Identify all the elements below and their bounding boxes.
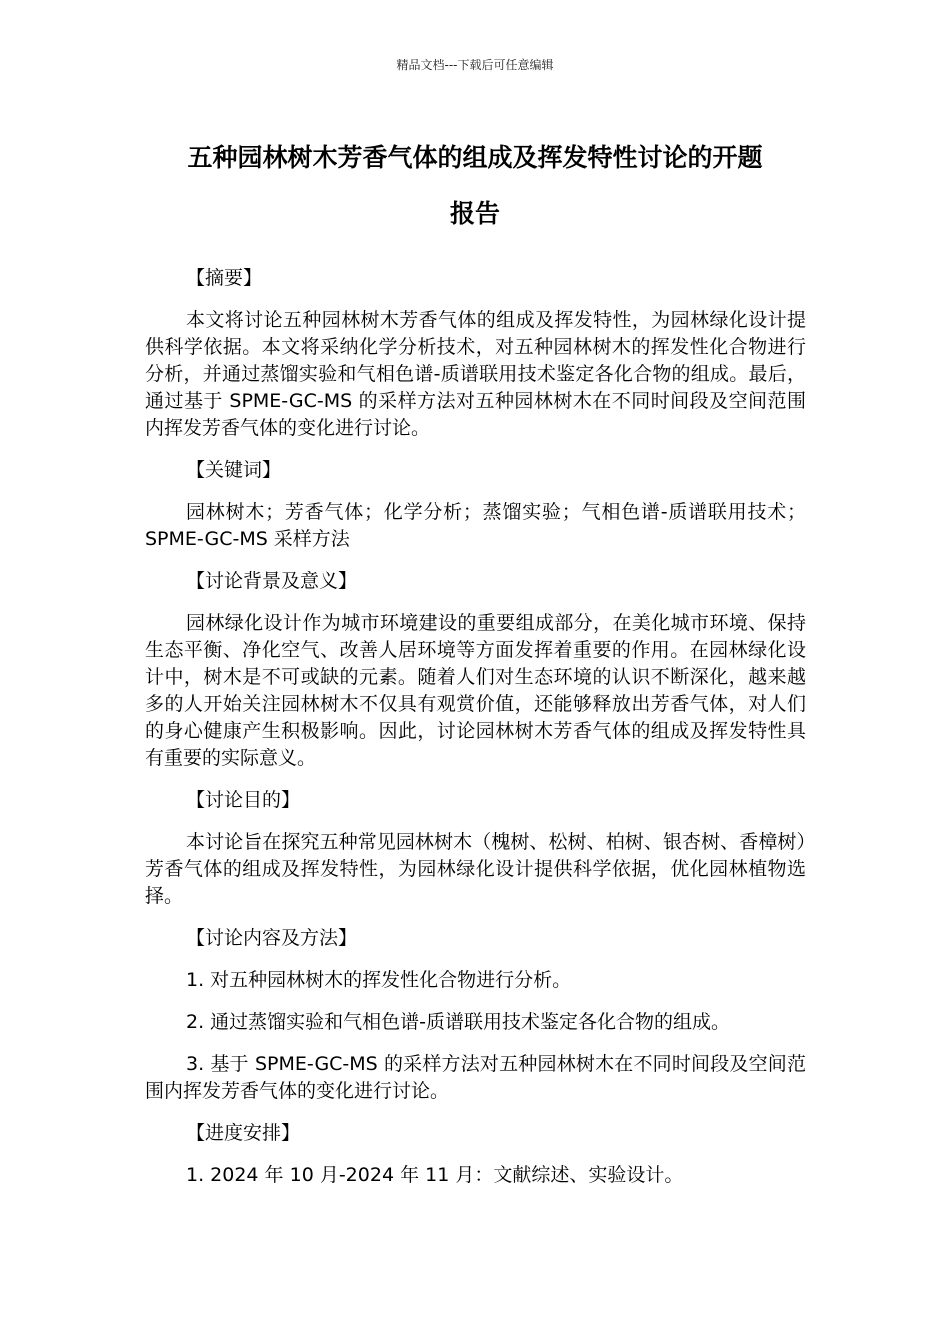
document-body (145, 265, 806, 1204)
keywords-paragraph: 园林树木；芳香气体；化学分析；蒸馏实验；气相色谱-质谱联用技术；SPME-GC-MS 采样方法 (145, 501, 806, 550)
title-line-2: 报告 (449, 199, 500, 228)
methods-item-2: 2. 通过蒸馏实验和气相色谱-质谱联用技术鉴定各化合物的组成。 (186, 1011, 731, 1033)
background-heading: 【讨论背景及意义】 (186, 570, 358, 592)
purpose-paragraph: 本讨论旨在探究五种常见园林树木（槐树、松树、柏树、银杏树、香樟树）芳香气体的组成及挥发特性，为园林绿化设计提供科学依据，优化园林植物选择。 (145, 831, 806, 907)
methods-item-1: 1. 对五种园林树木的挥发性化合物进行分析。 (186, 969, 572, 991)
schedule-item-1: 1. 2024 年 10 月-2024 年 11 月：文献综述、实验设计。 (186, 1164, 684, 1186)
document-title (140, 130, 810, 242)
abstract-paragraph: 本文将讨论五种园林树木芳香气体的组成及挥发特性，为园林绿化设计提供科学依据。本文将采纳化学分析技术，对五种园林树木的挥发性化合物进行分析，并通过蒸馏实验和气相色谱-质谱联用技术鉴定各化合物的组成。最后，通过基于 SPME-GC-MS 的采样方法对五种园林树木在不同时间段及空间范围内挥发芳香气体的变化进行讨论。 (145, 309, 806, 439)
background-paragraph: 园林绿化设计作为城市环境建设的重要组成部分，在美化城市环境、保持生态平衡、净化空气、改善人居环境等方面发挥着重要的作用。在园林绿化设计中，树木是不可或缺的元素。随着人们对生态环境的认识不断深化，越来越多的人开始关注园林树木不仅具有观赏价值，还能够释放出芳香气体，对人们的身心健康产生积极影响。因此，讨论园林树木芳香气体的组成及挥发特性具有重要的实际意义。 (145, 612, 806, 769)
purpose-heading: 【讨论目的】 (186, 789, 301, 811)
schedule-heading: 【进度安排】 (186, 1122, 301, 1144)
title-line-1: 五种园林树木芳香气体的组成及挥发特性讨论的开题 (187, 143, 763, 172)
header-note: 精品文档---下载后可任意编辑 (396, 58, 554, 72)
keywords-heading: 【关键词】 (186, 459, 282, 481)
methods-item-3: 3. 基于 SPME-GC-MS 的采样方法对五种园林树木在不同时间段及空间范围内挥发芳香气体的变化进行讨论。 (145, 1053, 806, 1102)
abstract-heading: 【摘要】 (186, 267, 263, 289)
methods-heading: 【讨论内容及方法】 (186, 927, 358, 949)
